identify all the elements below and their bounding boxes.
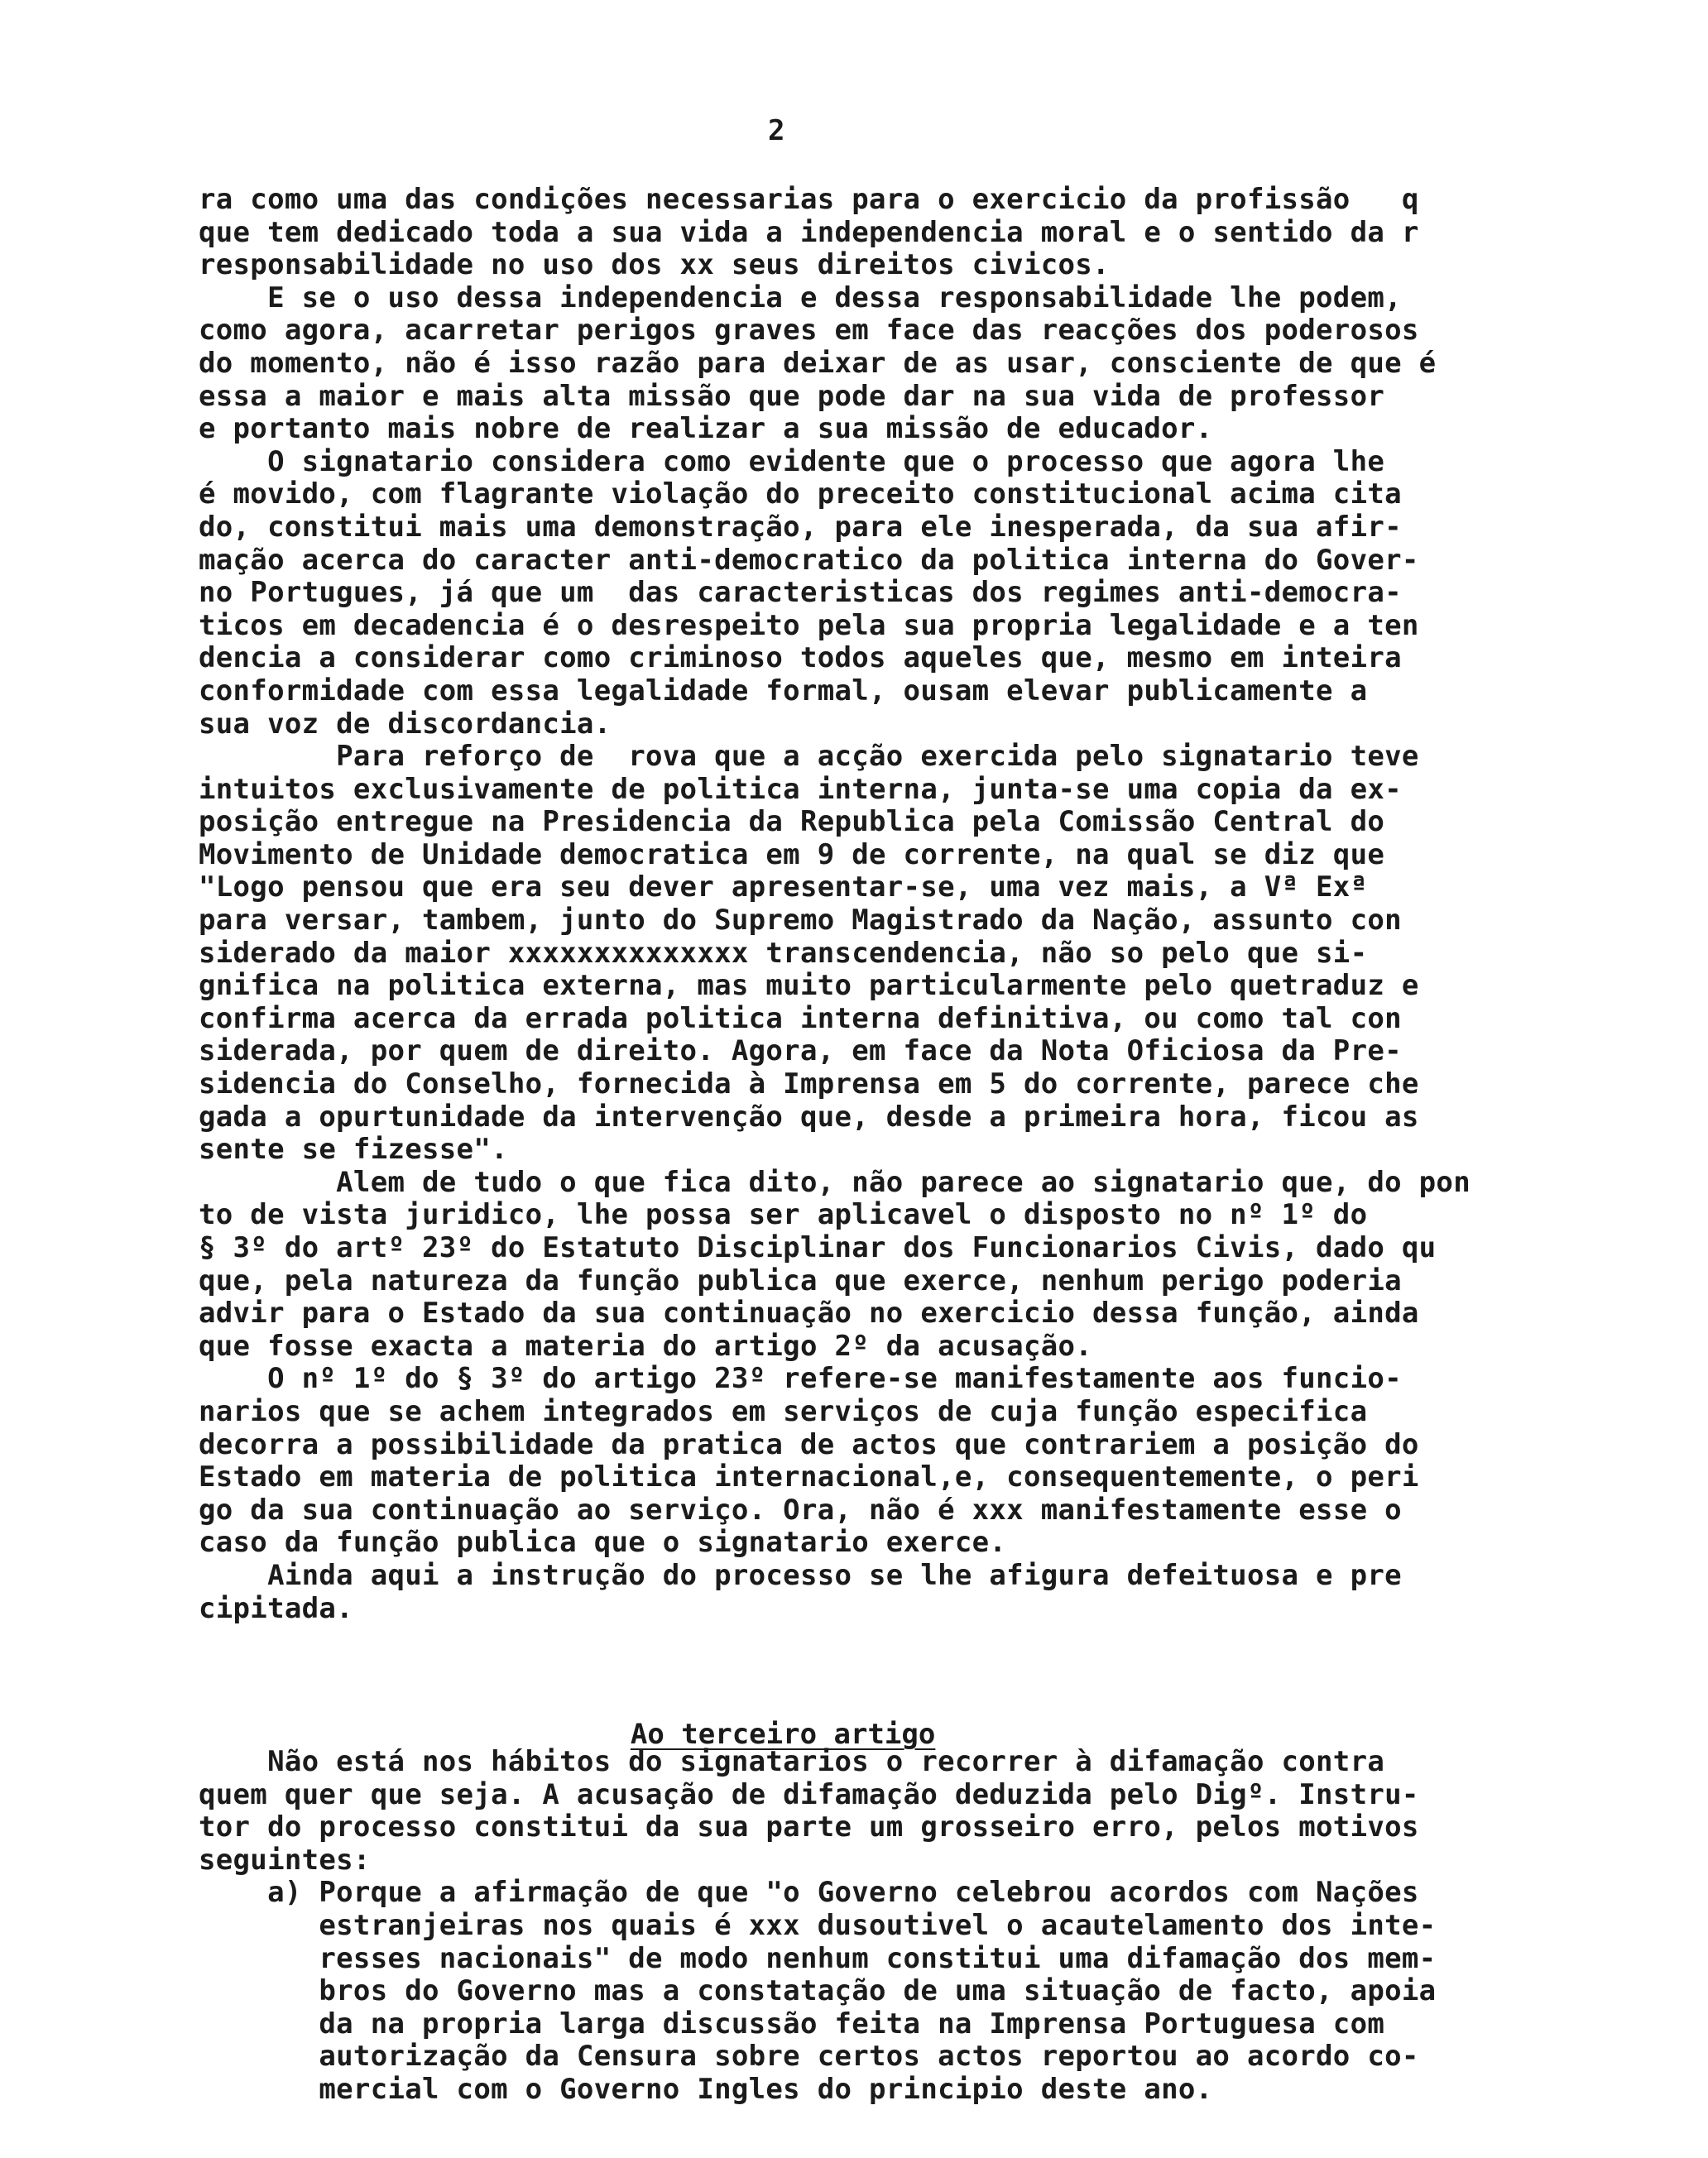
- text-line: conformidade com essa legalidade formal, ousam elevar publicamente a: [199, 674, 1368, 707]
- text-line: go da sua continuação ao serviço. Ora, não é xxx manifestamente esse o: [199, 1493, 1402, 1527]
- text-line: ra como uma das condições necessarias para o exercicio da profissão q: [199, 183, 1419, 216]
- text-line: Não está nos hábitos do signatarios o recorrer à difamação contra: [199, 1745, 1385, 1778]
- page-number: 2: [768, 114, 785, 147]
- text-line: mercial com o Governo Ingles do principio deste ano.: [199, 2072, 1213, 2106]
- text-line: da na propria larga discussão feita na Imprensa Portuguesa com: [199, 2007, 1385, 2041]
- text-line: como agora, acarretar perigos graves em face das reacções dos poderosos: [199, 314, 1419, 348]
- text-line: narios que se achem integrados em serviços de cuja função especifica: [199, 1394, 1368, 1428]
- text-line: autorização da Censura sobre certos actos reportou ao acordo co-: [199, 2040, 1419, 2074]
- text-line: decorra a possibilidade da pratica de actos que contrariem a posição do: [199, 1427, 1419, 1461]
- text-line: Ainda aqui a instrução do processo se lhe afigura defeituosa e pre: [199, 1558, 1402, 1592]
- body-text: [199, 184, 1647, 1625]
- text-line: que tem dedicado toda a sua vida a independencia moral e o sentido da r: [199, 215, 1419, 249]
- text-line: e portanto mais nobre de realizar a sua missão de educador.: [199, 412, 1213, 446]
- text-line: para versar, tambem, junto do Supremo Magistrado da Nação, assunto con: [199, 904, 1402, 938]
- text-line: Para reforço de rova que a acção exercida pelo signatario teve: [199, 740, 1419, 774]
- body-text-continued: [199, 1746, 1647, 2107]
- text-line: bros do Governo mas a constatação de uma situação de facto, apoia: [199, 1974, 1437, 2008]
- text-line: confirma acerca da errada politica interna definitiva, ou como tal con: [199, 1001, 1402, 1035]
- text-line: do momento, não é isso razão para deixar de as usar, consciente de que é: [199, 346, 1437, 380]
- text-line: resses nacionais" de modo nenhum constitui uma difamação dos mem-: [199, 1941, 1437, 1975]
- text-line: seguintes:: [199, 1843, 371, 1877]
- text-line: que fosse exacta a materia do artigo 2º da acusação.: [199, 1329, 1093, 1363]
- text-line: quem quer que seja. A acusação de difamação deduzida pelo Digº. Instru-: [199, 1777, 1419, 1811]
- text-line: E se o uso dessa independencia e dessa responsabilidade lhe podem,: [199, 281, 1402, 314]
- text-line: sente se fizesse".: [199, 1133, 508, 1167]
- text-line: sidencia do Conselho, fornecida à Imprensa em 5 do corrente, parece che: [199, 1067, 1419, 1101]
- text-line: sua voz de discordancia.: [199, 707, 612, 741]
- text-line: "Logo pensou que era seu dever apresentar-se, uma vez mais, a Vª Exª: [199, 870, 1368, 904]
- text-line: responsabilidade no uso dos xx seus direitos civicos.: [199, 248, 1110, 282]
- text-line: dencia a considerar como criminoso todos aqueles que, mesmo em inteira: [199, 641, 1402, 675]
- text-line: que, pela natureza da função publica que exerce, nenhum perigo poderia: [199, 1264, 1402, 1297]
- text-line: siderado da maior xxxxxxxxxxxxxx transcendencia, não so pelo que si-: [199, 936, 1368, 970]
- text-line: mação acerca do caracter anti-democratico da politica interna do Gover-: [199, 543, 1419, 577]
- text-line: essa a maior e mais alta missão que pode dar na sua vida de professor: [199, 379, 1385, 413]
- text-line: cipitada.: [199, 1591, 353, 1625]
- text-line: gada a opurtunidade da intervenção que, desde a primeira hora, ficou as: [199, 1100, 1419, 1134]
- text-line: caso da função publica que o signatario exerce.: [199, 1526, 1007, 1560]
- text-line: estranjeiras nos quais é xxx dusoutivel o acautelamento dos inte-: [199, 1908, 1437, 1942]
- text-line: O signatario considera como evidente que o processo que agora lhe: [199, 444, 1385, 478]
- text-line: Alem de tudo o que fica dito, não parece ao signatario que, do pon: [199, 1165, 1471, 1199]
- text-line: intuitos exclusivamente de politica interna, junta-se uma copia da ex-: [199, 772, 1402, 806]
- text-line: do, constitui mais uma demonstração, para ele inesperada, da sua afir-: [199, 510, 1402, 544]
- text-line: § 3º do artº 23º do Estatuto Disciplinar dos Funcionarios Civis, dado qu: [199, 1231, 1437, 1264]
- text-line: ticos em decadencia é o desrespeito pela sua propria legalidade e a ten: [199, 608, 1419, 642]
- text-line: tor do processo constitui da sua parte um grosseiro erro, pelos motivos: [199, 1810, 1419, 1844]
- text-line: é movido, com flagrante violação do preceito constitucional acima cita: [199, 477, 1402, 511]
- text-line: to de vista juridico, lhe possa ser aplicavel o disposto no nº 1º do: [199, 1198, 1368, 1232]
- text-line: Estado em materia de politica internacional,e, consequentemente, o peri: [199, 1460, 1419, 1494]
- text-line: a) Porque a afirmação de que "o Governo celebrou acordos com Nações: [199, 1876, 1419, 1910]
- text-line: no Portugues, já que um das caracteristicas dos regimes anti-democra-: [199, 576, 1402, 610]
- text-line: Movimento de Unidade democratica em 9 de corrente, na qual se diz que: [199, 837, 1385, 871]
- text-line: posição entregue na Presidencia da Republica pela Comissão Central do: [199, 805, 1385, 839]
- section-heading: Ao terceiro artigo: [630, 1718, 936, 1751]
- text-line: gnifica na politica externa, mas muito particularmente pelo quetraduz e: [199, 969, 1419, 1003]
- text-line: siderada, por quem de direito. Agora, em face da Nota Oficiosa da Pre-: [199, 1034, 1402, 1068]
- text-line: advir para o Estado da sua continuação no exercicio dessa função, ainda: [199, 1297, 1419, 1331]
- text-line: O nº 1º do § 3º do artigo 23º refere-se manifestamente aos funcio-: [199, 1362, 1402, 1396]
